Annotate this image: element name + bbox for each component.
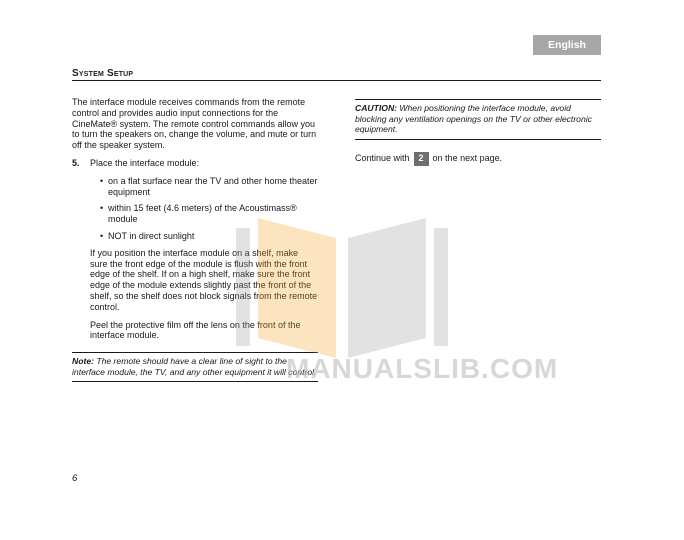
caution-box [355,99,601,140]
step-number: 5. [72,157,80,168]
step-reference-badge: 2 [414,152,429,166]
list-item-text: on a flat surface near the TV and other home theater equipment [108,175,318,197]
step-5 [72,158,318,341]
watermark-text: MANUALSLIB.COM [286,353,559,384]
bullet-icon: • [100,175,104,186]
note-text: The remote should have a clear line of sight to the interface module, the TV, and any other equipment it will control. [72,356,317,377]
bullet-icon: • [100,230,104,241]
list-item-text: NOT in direct sunlight [108,230,195,241]
right-column [355,99,601,166]
page-number: 6 [72,473,78,484]
list-item [100,203,318,225]
placement-list [90,176,318,242]
list-item [100,231,318,242]
left-column [72,97,318,348]
shelf-paragraph: If you position the interface module on a shelf, make sure the front edge of the module is flush with the front edge of the shelf. If on a high shelf, make sure the front edge of the module extends slightly past the front of the shelf, so the shelf does not block signals from the remote control. [90,247,318,312]
section-title: System Setup [72,68,134,79]
header-rule [72,80,601,81]
list-item [100,176,318,198]
continue-suffix: on the next page. [432,153,503,164]
bullet-icon: • [100,203,104,214]
intro-paragraph: The interface module receives commands from the remote control and provides audio input connections for the CineMate® system. The remote control commands allow you to turn the speakers on, change the volume, and mute or turn off the speaker system. [72,97,317,151]
list-item-text: within 15 feet (4.6 meters) of the Acoustimass® module [108,203,297,225]
peel-paragraph: Peel the protective film off the lens on the front of the interface module. [90,319,301,341]
step-text: Place the interface module: [90,157,200,168]
note-box [72,352,318,382]
note-label: Note: [72,356,94,366]
continue-line [355,152,601,166]
continue-prefix: Continue with [355,153,410,164]
caution-text: When positioning the interface module, avoid blocking any ventilation openings on the TV or other electronic equipment. [355,103,592,135]
caution-label: CAUTION: [355,103,398,113]
language-tab[interactable]: English [533,35,601,55]
